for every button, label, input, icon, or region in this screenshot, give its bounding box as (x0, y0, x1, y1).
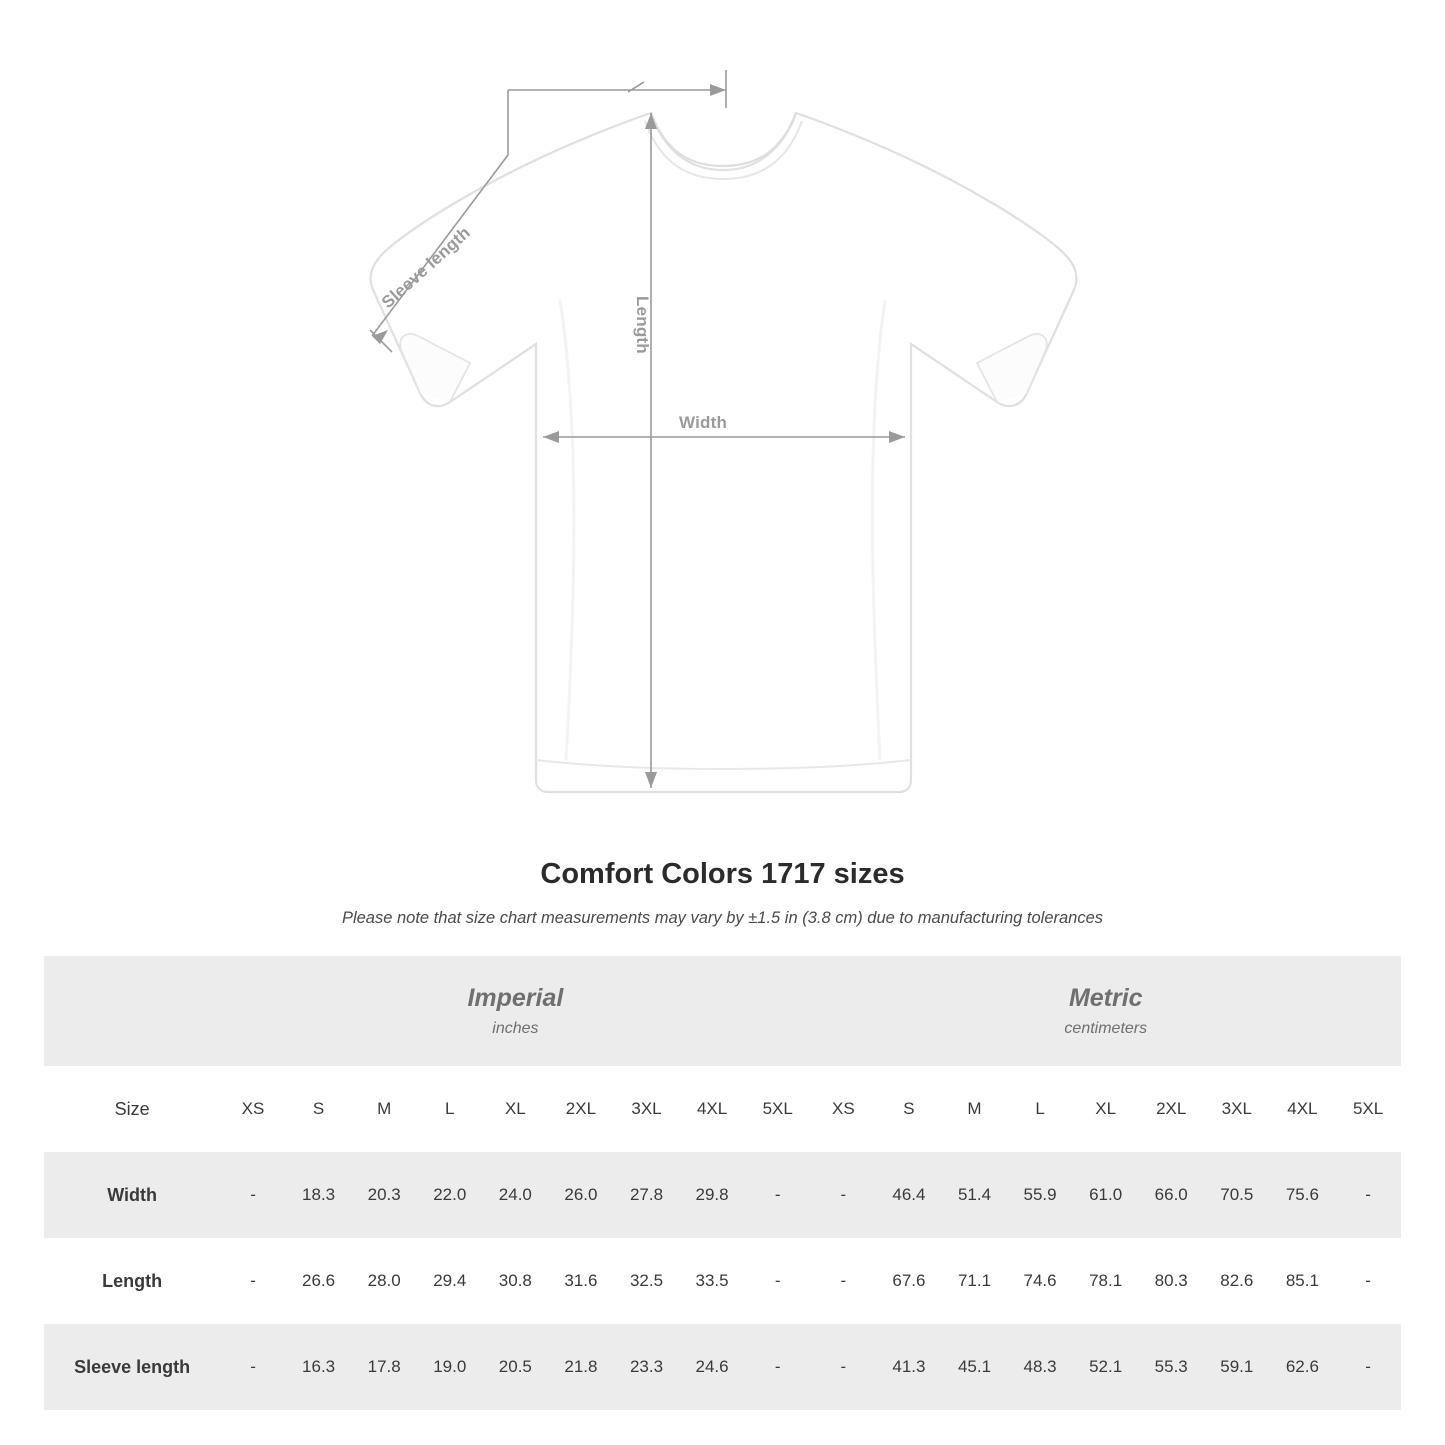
unit-header-row (44, 956, 1401, 1066)
cell-width-metric-m: 51.4 (942, 1152, 1008, 1238)
cell-sleeve-imperial-5xl: - (745, 1324, 811, 1410)
size-header-label: Size (44, 1066, 220, 1152)
width-dimension-label: Width (679, 413, 728, 432)
unit-header-imperial (220, 956, 810, 1066)
cell-sleeve-metric-5xl: - (1335, 1324, 1401, 1410)
size-table-wrapper (44, 956, 1401, 1410)
unit-sub-imperial: inches (492, 1020, 539, 1038)
cell-sleeve-metric-3xl: 59.1 (1204, 1324, 1270, 1410)
cell-width-metric-l: 55.9 (1007, 1152, 1073, 1238)
cell-width-imperial-5xl: - (745, 1152, 811, 1238)
size-header-imperial-m: M (351, 1066, 417, 1152)
cell-width-metric-5xl: - (1335, 1152, 1401, 1238)
size-header-metric-s: S (876, 1066, 942, 1152)
size-header-metric-4xl: 4XL (1270, 1066, 1336, 1152)
cell-length-metric-xl: 78.1 (1073, 1238, 1139, 1324)
cell-length-metric-4xl: 85.1 (1270, 1238, 1336, 1324)
cell-sleeve-imperial-xs: - (220, 1324, 286, 1410)
cell-sleeve-metric-l: 48.3 (1007, 1324, 1073, 1410)
cell-length-imperial-3xl: 32.5 (614, 1238, 680, 1324)
size-header-metric-m: M (942, 1066, 1008, 1152)
size-header-imperial-l: L (417, 1066, 483, 1152)
cell-sleeve-imperial-l: 19.0 (417, 1324, 483, 1410)
cell-length-metric-m: 71.1 (942, 1238, 1008, 1324)
cell-length-imperial-5xl: - (745, 1238, 811, 1324)
cell-sleeve-imperial-m: 17.8 (351, 1324, 417, 1410)
cell-width-imperial-4xl: 29.8 (679, 1152, 745, 1238)
cell-sleeve-imperial-3xl: 23.3 (614, 1324, 680, 1410)
cell-sleeve-metric-m: 45.1 (942, 1324, 1008, 1410)
cell-width-metric-xs: - (811, 1152, 877, 1238)
row-label-sleeve-length: Sleeve length (44, 1324, 220, 1410)
cell-width-metric-2xl: 66.0 (1138, 1152, 1204, 1238)
row-label-width: Width (44, 1152, 220, 1238)
size-header-metric-xl: XL (1073, 1066, 1139, 1152)
cell-length-imperial-xs: - (220, 1238, 286, 1324)
sleeve-length-dimension-label: Sleeve length (378, 222, 475, 313)
unit-title-metric: Metric (1068, 983, 1143, 1012)
cell-length-imperial-4xl: 33.5 (679, 1238, 745, 1324)
cell-length-imperial-2xl: 31.6 (548, 1238, 614, 1324)
unit-header-spacer (44, 956, 220, 1066)
row-label-length: Length (44, 1238, 220, 1324)
size-header-imperial-3xl: 3XL (614, 1066, 680, 1152)
cell-length-metric-l: 74.6 (1007, 1238, 1073, 1324)
unit-sub-metric: centimeters (1064, 1020, 1148, 1038)
size-header-metric-xs: XS (811, 1066, 877, 1152)
size-header-metric-5xl: 5XL (1335, 1066, 1401, 1152)
table-row-sleeve-length (44, 1324, 1401, 1410)
size-header-imperial-xl: XL (483, 1066, 549, 1152)
cell-length-imperial-m: 28.0 (351, 1238, 417, 1324)
cell-sleeve-metric-4xl: 62.6 (1270, 1324, 1336, 1410)
cell-length-imperial-s: 26.6 (286, 1238, 352, 1324)
cell-sleeve-metric-s: 41.3 (876, 1324, 942, 1410)
cell-length-metric-3xl: 82.6 (1204, 1238, 1270, 1324)
cell-width-imperial-s: 18.3 (286, 1152, 352, 1238)
page-title: Comfort Colors 1717 sizes (540, 858, 905, 890)
cell-width-metric-xl: 61.0 (1073, 1152, 1139, 1238)
page-subtitle: Please note that size chart measurements may vary by ±1.5 in (3.8 cm) due to manufacturing tolerances (341, 909, 1104, 927)
size-header-metric-3xl: 3XL (1204, 1066, 1270, 1152)
table-row-width (44, 1152, 1401, 1238)
size-header-imperial-4xl: 4XL (679, 1066, 745, 1152)
cell-width-imperial-2xl: 26.0 (548, 1152, 614, 1238)
size-header-imperial-s: S (286, 1066, 352, 1152)
size-header-metric-l: L (1007, 1066, 1073, 1152)
size-header-imperial-xs: XS (220, 1066, 286, 1152)
size-header-metric-2xl: 2XL (1138, 1066, 1204, 1152)
cell-sleeve-metric-2xl: 55.3 (1138, 1324, 1204, 1410)
cell-width-metric-4xl: 75.6 (1270, 1152, 1336, 1238)
cell-length-imperial-xl: 30.8 (483, 1238, 549, 1324)
cell-length-metric-s: 67.6 (876, 1238, 942, 1324)
cell-width-imperial-xs: - (220, 1152, 286, 1238)
cell-sleeve-imperial-2xl: 21.8 (548, 1324, 614, 1410)
cell-sleeve-imperial-xl: 20.5 (483, 1324, 549, 1410)
cell-width-imperial-m: 20.3 (351, 1152, 417, 1238)
tshirt-shape (371, 113, 1077, 792)
size-table (44, 956, 1401, 1410)
length-dimension-label: Length (633, 296, 652, 354)
unit-header-metric (811, 956, 1401, 1066)
cell-width-metric-3xl: 70.5 (1204, 1152, 1270, 1238)
cell-width-metric-s: 46.4 (876, 1152, 942, 1238)
cell-sleeve-imperial-4xl: 24.6 (679, 1324, 745, 1410)
table-row-length (44, 1238, 1401, 1324)
cell-width-imperial-xl: 24.0 (483, 1152, 549, 1238)
cell-sleeve-metric-xs: - (811, 1324, 877, 1410)
size-header-row (44, 1066, 1401, 1152)
cell-width-imperial-3xl: 27.8 (614, 1152, 680, 1238)
unit-title-imperial: Imperial (467, 983, 564, 1012)
cell-sleeve-metric-xl: 52.1 (1073, 1324, 1139, 1410)
size-header-imperial-2xl: 2XL (548, 1066, 614, 1152)
size-header-imperial-5xl: 5XL (745, 1066, 811, 1152)
cell-length-metric-5xl: - (1335, 1238, 1401, 1324)
cell-width-imperial-l: 22.0 (417, 1152, 483, 1238)
cell-length-metric-xs: - (811, 1238, 877, 1324)
cell-length-metric-2xl: 80.3 (1138, 1238, 1204, 1324)
cell-length-imperial-l: 29.4 (417, 1238, 483, 1324)
cell-sleeve-imperial-s: 16.3 (286, 1324, 352, 1410)
